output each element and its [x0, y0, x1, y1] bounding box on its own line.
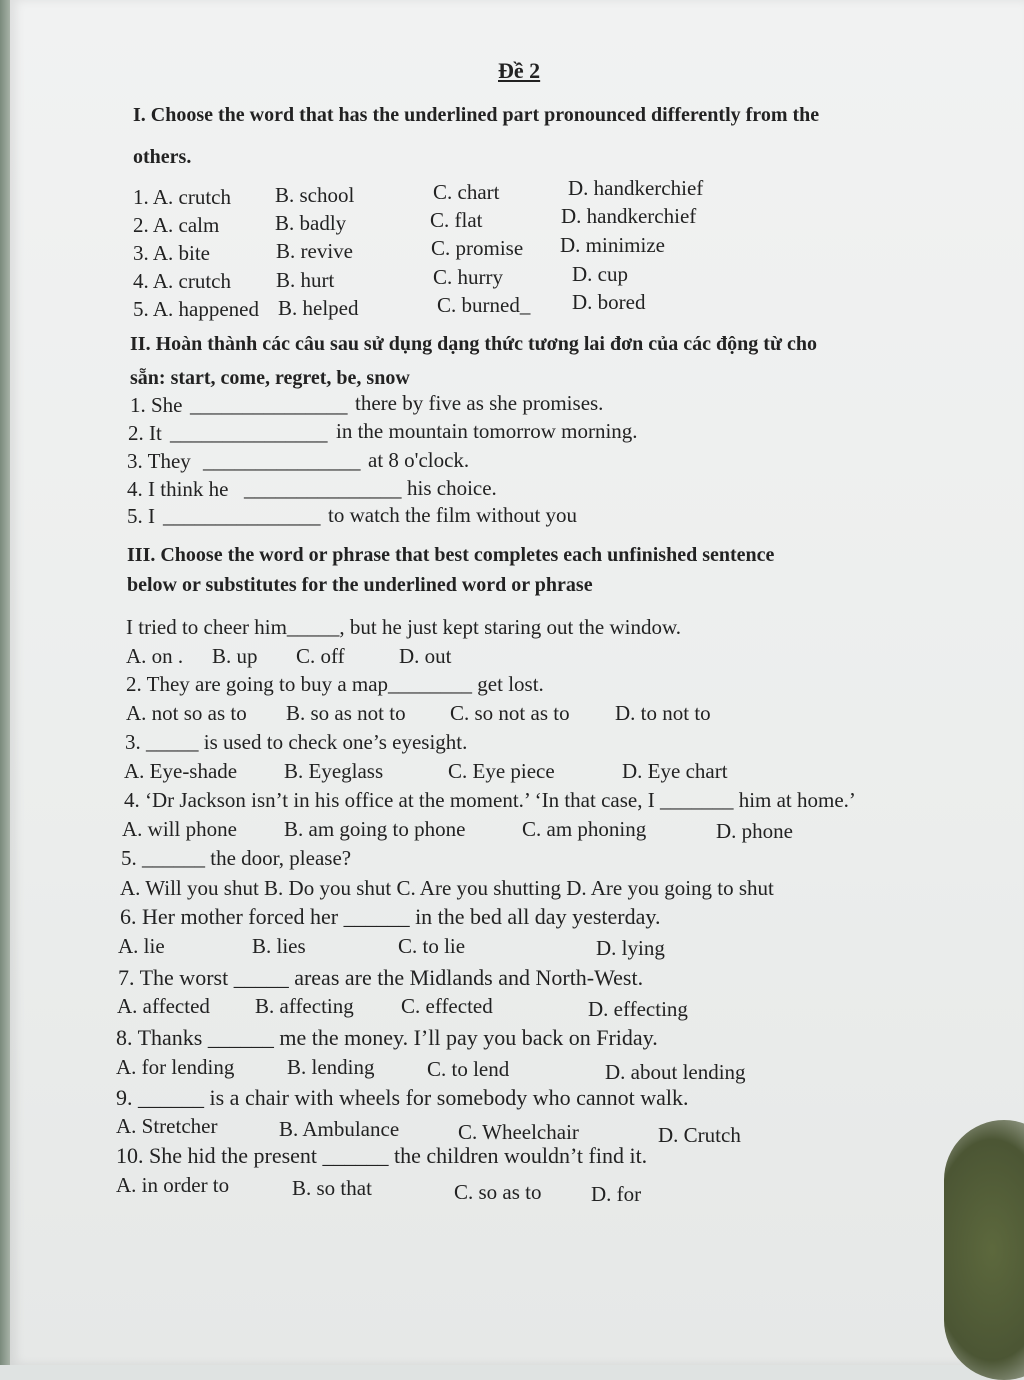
s2-item2-end: in the mountain tomorrow morning. — [336, 419, 638, 443]
s3-q9: 9. ______ is a chair with wheels for somebody who cannot walk. — [116, 1085, 689, 1110]
s3-q7-opt-a: A. affected — [117, 994, 210, 1018]
s3-q6-opt-b: B. lies — [252, 934, 306, 958]
s3-q10-opt-c: C. so as to — [454, 1180, 542, 1204]
s2-item1-end: there by five as she promises. — [355, 391, 604, 415]
s3-q9-opt-a: A. Stretcher — [116, 1114, 218, 1138]
s3-q3-opt-c: C. Eye piece — [448, 759, 555, 783]
s1-row5-c: C. burned_ — [437, 293, 531, 317]
s3-q7-opt-d: D. effecting — [588, 997, 688, 1021]
s3-q7-opt-c: C. effected — [401, 994, 493, 1018]
s3-q5-options: A. Will you shut B. Do you shut C. Are you shutting D. Are you going to shut — [120, 876, 774, 900]
section3-heading-line1: III. Choose the word or phrase that best completes each unfinished sentence — [127, 544, 775, 566]
s3-q3: 3. _____ is used to check one’s eyesight. — [125, 730, 468, 754]
s3-q9-opt-c: C. Wheelchair — [458, 1120, 579, 1144]
section1-heading-line2: others. — [133, 146, 192, 168]
s1-row3-d: D. minimize — [560, 233, 665, 257]
s3-q1-opt-a: A. on . — [126, 644, 184, 668]
s2-item3-end: at 8 o'clock. — [368, 448, 470, 472]
s1-row2-a: 2. A. calm — [133, 213, 220, 237]
s3-q8-opt-b: B. lending — [287, 1055, 375, 1079]
s3-q1-opt-c: C. off — [296, 644, 345, 668]
s3-q6-opt-a: A. lie — [118, 934, 165, 958]
s1-row3-a: 3. A. bite — [133, 241, 210, 265]
s3-q10-opt-b: B. so that — [292, 1176, 372, 1200]
thumb-shadow — [944, 1120, 1024, 1380]
s3-q1-opt-d: D. out — [399, 644, 452, 668]
section2-heading-line2: sẵn: start, come, regret, be, snow — [130, 367, 410, 389]
s3-q8: 8. Thanks ______ me the money. I’ll pay you back on Friday. — [116, 1025, 658, 1050]
s2-item1-blank: _______________ — [190, 393, 348, 417]
s2-item5-start: 5. I — [127, 504, 155, 528]
s3-q2-opt-a: A. not so as to — [126, 701, 247, 725]
s3-q7-opt-b: B. affecting — [255, 994, 354, 1018]
s1-row4-b: B. hurt — [276, 268, 335, 292]
s2-item3-blank: _______________ — [203, 449, 361, 473]
s2-item4-end: his choice. — [407, 476, 497, 500]
s1-row2-b: B. badly — [275, 211, 347, 235]
section2-heading-line1: II. Hoàn thành các câu sau sử dụng dạng thức tương lai đơn của các động từ cho — [130, 333, 817, 355]
s3-q4-opt-a: A. will phone — [122, 817, 237, 841]
s3-q4: 4. ‘Dr Jackson isn’t in his office at the moment.’ ‘In that case, I _______ him at home.’ — [124, 788, 856, 812]
s1-row4-a: 4. A. crutch — [133, 269, 231, 293]
s2-item4-start: 4. I think he — [127, 477, 229, 501]
s3-q9-opt-d: D. Crutch — [658, 1123, 741, 1147]
s3-q8-opt-c: C. to lend — [427, 1057, 510, 1081]
s2-item4-blank: _______________ — [244, 477, 402, 501]
s1-row5-d: D. bored — [572, 290, 646, 314]
s3-q2-opt-d: D. to not to — [615, 701, 711, 725]
s1-row1-c: C. chart — [433, 180, 500, 204]
section3-heading-line2: below or substitutes for the underlined word or phrase — [127, 574, 593, 596]
s3-q1: I tried to cheer him_____, but he just kept staring out the window. — [126, 615, 682, 639]
s1-row4-d: D. cup — [572, 262, 628, 286]
s1-row2-c: C. flat — [430, 208, 483, 232]
s3-q3-opt-d: D. Eye chart — [622, 759, 728, 783]
s3-q10: 10. She hid the present ______ the children wouldn’t find it. — [116, 1143, 648, 1168]
s3-q2: 2. They are going to buy a map________ get lost. — [126, 672, 544, 696]
s3-q8-opt-a: A. for lending — [116, 1055, 235, 1079]
s1-row1-a: 1. A. crutch — [133, 185, 231, 209]
s3-q9-opt-b: B. Ambulance — [279, 1117, 400, 1141]
s3-q3-opt-a: A. Eye-shade — [124, 759, 238, 783]
s3-q6: 6. Her mother forced her ______ in the bed all day yesterday. — [120, 904, 661, 929]
s3-q2-opt-b: B. so as not to — [286, 701, 406, 725]
s2-item5-blank: _______________ — [163, 504, 321, 528]
s1-row1-b: B. school — [275, 183, 355, 207]
s3-q1-opt-b: B. up — [212, 644, 258, 668]
s3-q5: 5. ______ the door, please? — [121, 846, 352, 870]
s1-row2-d: D. handkerchief — [561, 204, 697, 228]
s3-q10-opt-d: D. for — [591, 1182, 642, 1206]
s1-row3-b: B. revive — [276, 239, 353, 263]
s3-q6-opt-d: D. lying — [596, 936, 665, 960]
s1-row4-c: C. hurry — [433, 265, 503, 289]
s1-row5-b: B. helped — [278, 296, 359, 320]
s3-q6-opt-c: C. to lie — [398, 934, 466, 958]
s1-row5-a: 5. A. happened — [133, 297, 259, 321]
s2-item3-start: 3. They — [127, 449, 191, 473]
page-title: Đề 2 — [498, 58, 541, 83]
s2-item1-start: 1. She — [130, 393, 183, 417]
s3-q4-opt-d: D. phone — [716, 819, 793, 843]
s2-item2-start: 2. It — [128, 421, 162, 445]
section1-heading-line1: I. Choose the word that has the underlined part pronounced differently from the — [133, 104, 820, 126]
s3-q3-opt-b: B. Eyeglass — [284, 759, 384, 783]
s3-q2-opt-c: C. so not as to — [450, 701, 570, 725]
s3-q7: 7. The worst _____ areas are the Midlands and North-West. — [118, 965, 644, 990]
s3-q4-opt-b: B. am going to phone — [284, 817, 466, 841]
s2-item5-end: to watch the film without you — [328, 503, 578, 527]
s1-row3-c: C. promise — [431, 236, 524, 260]
s2-item2-blank: _______________ — [170, 421, 328, 445]
s1-row1-d: D. handkerchief — [568, 176, 704, 200]
s3-q4-opt-c: C. am phoning — [522, 817, 647, 841]
s3-q10-opt-a: A. in order to — [116, 1173, 230, 1197]
s3-q8-opt-d: D. about lending — [605, 1060, 746, 1084]
